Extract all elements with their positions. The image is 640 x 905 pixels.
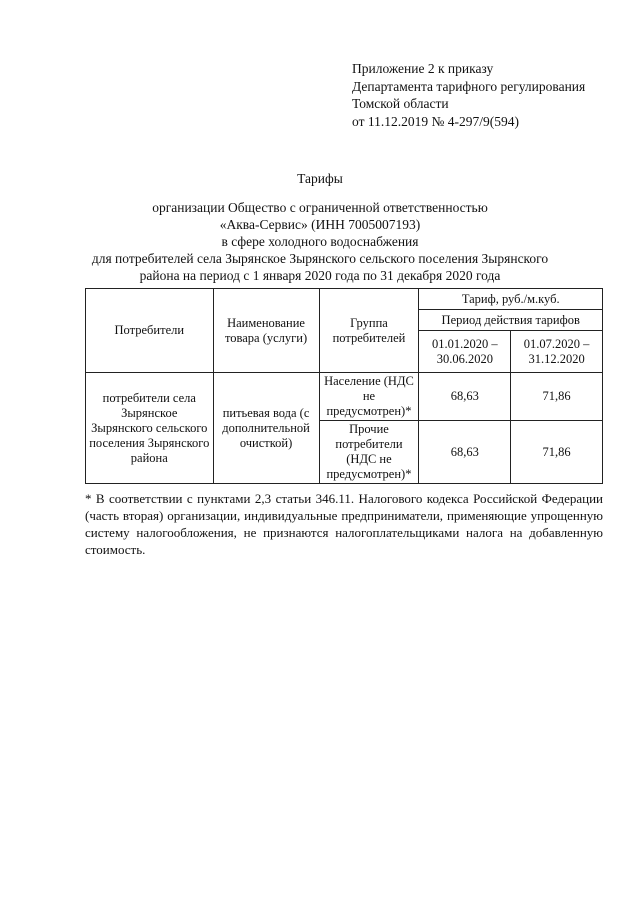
header-period-2: 01.07.2020 – 31.12.2020 [511, 331, 603, 373]
title-heading: Тарифы [297, 171, 343, 186]
title-line: организации Общество с ограниченной ответственностью [152, 200, 488, 215]
appendix-line: Томской области [352, 96, 449, 111]
header-tariff: Тариф, руб./м.куб. [419, 289, 603, 310]
tariff-value: 71,86 [511, 373, 603, 421]
title-line: района на период с 1 января 2020 года по 31 декабря 2020 года [139, 268, 501, 283]
tariff-value: 71,86 [511, 421, 603, 484]
group-cell: Прочие потребители (НДС не предусмотрен)* [319, 421, 419, 484]
appendix-line: Департамента тарифного регулирования [352, 78, 586, 94]
tariff-value: 68,63 [419, 421, 511, 484]
tariff-table [85, 288, 603, 484]
appendix-line: Приложение 2 к приказу [352, 61, 494, 76]
title-line: для потребителей села Зырянское Зырянского сельского поселения Зырянского [91, 251, 549, 266]
appendix-reference [352, 60, 585, 130]
header-product: Наименование товара (услуги) [213, 289, 319, 373]
document-title [40, 170, 600, 284]
header-consumers: Потребители [86, 289, 214, 373]
product-cell: питьевая вода (с дополнительной очисткой) [213, 373, 319, 484]
header-period: Период действия тарифов [419, 310, 603, 331]
table-row [86, 373, 603, 421]
appendix-line: от 11.12.2019 № 4-297/9(594) [352, 113, 519, 129]
group-cell: Население (НДС не предусмотрен)* [319, 373, 419, 421]
header-group: Группа потребителей [319, 289, 419, 373]
title-line: в сфере холодного водоснабжения [221, 234, 419, 249]
tariff-value: 68,63 [419, 373, 511, 421]
header-period-1: 01.01.2020 – 30.06.2020 [419, 331, 511, 373]
footnote: * В соответствии с пунктами 2,3 статьи 346.11. Налогового кодекса Российской Федерации (часть вторая) организации, индивидуальные предприниматели, применяющие упрощенную систему налогообложения, не признаются налогоплательщиками налога на добавленную стоимость. [85, 491, 603, 557]
consumer-cell: потребители села Зырянское Зырянского сельского поселения Зырянского района [86, 373, 214, 484]
title-line: «Аква-Сервис» (ИНН 7005007193) [219, 217, 421, 232]
